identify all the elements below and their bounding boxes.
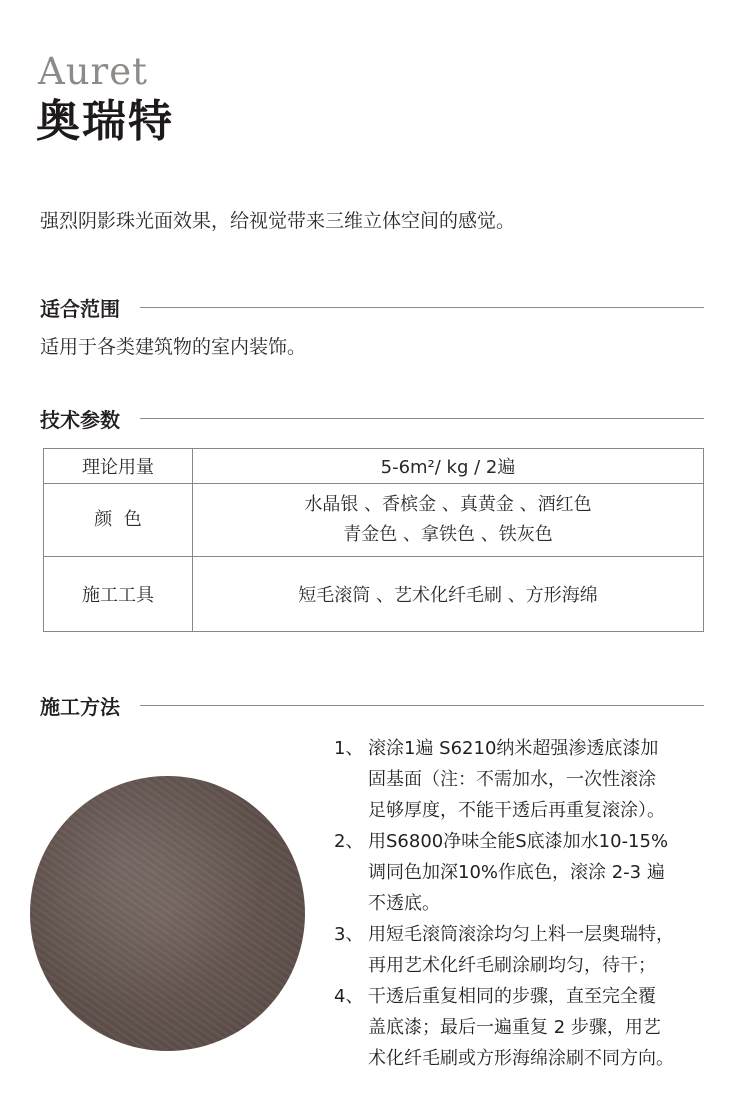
spec-label: 理论用量 [44, 449, 193, 484]
spec-value-line: 短毛滚筒 、艺术化纤毛刷 、方形海绵 [298, 585, 598, 606]
specs-section-title: 技术参数 [40, 407, 120, 432]
table-row [44, 484, 704, 557]
step-text [368, 981, 734, 1074]
spec-value-line: 5-6m²/ kg / 2遍 [380, 457, 516, 478]
scope-section-title: 适合范围 [40, 296, 120, 321]
spec-value-line: 水晶银 、香槟金 、真黄金 、酒红色 [304, 494, 592, 515]
brand-english-name: Auret [38, 50, 149, 93]
step-number: 3、 [334, 924, 364, 945]
method-section-title: 施工方法 [40, 694, 120, 719]
spec-label: 施工工具 [44, 557, 193, 632]
step-line: 调同色加深10%作底色，滚涂 2-3 遍 [368, 862, 665, 883]
section-divider [140, 705, 704, 706]
spec-value [193, 557, 704, 632]
spec-label: 颜 色 [44, 484, 193, 557]
list-item [334, 919, 734, 981]
spec-value [193, 449, 704, 484]
step-line: 术化纤毛刷或方形海绵涂刷不同方向。 [368, 1048, 674, 1069]
step-line: 用短毛滚筒滚涂均匀上料一层奥瑞特， [368, 924, 674, 945]
specs-section-header [40, 403, 704, 433]
step-line: 足够厚度，不能干透后再重复滚涂）。 [368, 800, 665, 821]
step-number: 2、 [334, 831, 364, 852]
step-line: 滚涂1遍 S6210纳米超强渗透底漆加 [368, 738, 659, 759]
step-line: 用S6800净味全能S底漆加水10-15% [368, 831, 669, 852]
step-line: 固基面（注：不需加水，一次性滚涂 [368, 769, 656, 790]
section-divider [140, 418, 704, 419]
list-item [334, 826, 734, 919]
step-number: 4、 [334, 986, 364, 1007]
list-item [334, 981, 734, 1074]
brand-chinese-name: 奥瑞特 [36, 96, 174, 147]
step-line: 不透底。 [368, 893, 440, 914]
step-number: 1、 [334, 738, 364, 759]
table-row [44, 449, 704, 484]
step-line: 干透后重复相同的步骤，直至完全覆 [368, 986, 656, 1007]
specs-table [43, 448, 704, 632]
spec-value-line: 青金色 、拿铁色 、铁灰色 [343, 524, 553, 545]
texture-swatch-image [30, 776, 305, 1051]
step-line: 盖底漆；最后一遍重复 2 步骤，用艺 [368, 1017, 661, 1038]
step-text [368, 733, 734, 826]
product-tagline: 强烈阴影珠光面效果，给视觉带来三维立体空间的感觉。 [40, 210, 516, 232]
step-text [368, 919, 734, 981]
section-divider [140, 307, 704, 308]
list-item [334, 733, 734, 826]
method-section-header [40, 690, 704, 720]
spec-value [193, 484, 704, 557]
table-row [44, 557, 704, 632]
scope-text: 适用于各类建筑物的室内装饰。 [40, 336, 307, 358]
scope-section-header [40, 292, 704, 322]
step-line: 再用艺术化纤毛刷涂刷均匀，待干； [368, 955, 656, 976]
method-steps [334, 733, 734, 1074]
step-text [368, 826, 734, 919]
